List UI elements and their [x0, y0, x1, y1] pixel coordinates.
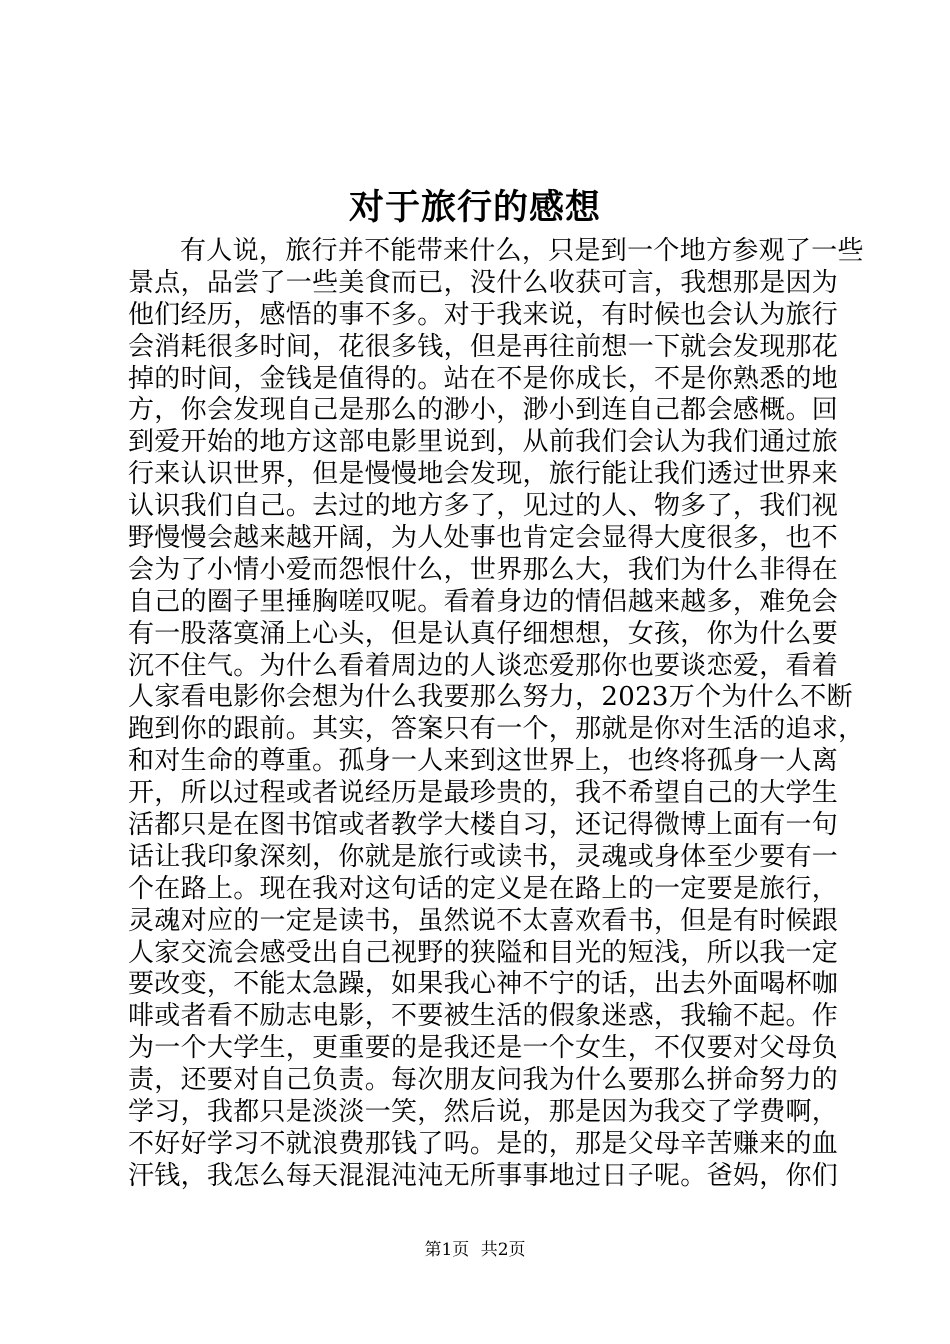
text-line: 沉不住气。为什么看着周边的人谈恋爱那你也要谈恋爱，看着 [128, 650, 839, 681]
page-title: 对于旅行的感想 [348, 187, 601, 228]
text-line: 掉的时间，金钱是值得的。站在不是你成长，不是你熟悉的地 [128, 363, 839, 394]
text-line: 人家交流会感受出自己视野的狭隘和目光的短浅，所以我一定 [128, 937, 839, 968]
page-number-footer: 第1页 共2页 [424, 1240, 526, 1260]
text-line: 行来认识世界，但是慢慢地会发现，旅行能让我们透过世界来 [128, 459, 839, 490]
text-line: 人家看电影你会想为什么我要那么努力，2023万个为什么不断 [128, 682, 853, 713]
text-line: 有人说，旅行并不能带来什么，只是到一个地方参观了一些 [180, 236, 864, 266]
text-line: 开，所以过程或者说经历是最珍贵的，我不希望自己的大学生 [128, 778, 839, 809]
text-line: 方，你会发现自己是那么的渺小，渺小到连自己都会感概。回 [128, 395, 839, 426]
text-line: 个在路上。现在我对这句话的定义是在路上的一定要是旅行， [128, 873, 839, 904]
text-line: 不好好学习不就浪费那钱了吗。是的，那是父母辛苦赚来的血 [128, 1128, 839, 1159]
text-line: 话让我印象深刻，你就是旅行或读书，灵魂或身体至少要有一 [128, 841, 839, 872]
text-line: 到爱开始的地方这部电影里说到，从前我们会认为我们通过旅 [128, 427, 839, 458]
text-line: 和对生命的尊重。孤身一人来到这世界上，也终将孤身一人离 [128, 746, 839, 777]
text-line: 学习，我都只是淡淡一笑，然后说，那是因为我交了学费啊， [128, 1097, 839, 1128]
text-line: 啡或者看不励志电影，不要被生活的假象迷惑，我输不起。作 [128, 1001, 839, 1032]
text-line: 会消耗很多时间，花很多钱，但是再往前想一下就会发现那花 [128, 331, 839, 362]
text-line: 汗钱，我怎么每天混混沌沌无所事事地过日子呢。爸妈，你们 [128, 1160, 839, 1191]
text-line: 他们经历，感悟的事不多。对于我来说，有时候也会认为旅行 [128, 299, 839, 330]
text-line: 灵魂对应的一定是读书，虽然说不太喜欢看书，但是有时候跟 [128, 905, 839, 936]
text-line: 跑到你的跟前。其实，答案只有一个，那就是你对生活的追求， [128, 714, 865, 745]
text-line: 景点，品尝了一些美食而已，没什么收获可言，我想那是因为 [128, 267, 839, 298]
body-paragraph [128, 236, 865, 1193]
text-line: 认识我们自己。去过的地方多了，见过的人、物多了，我们视 [128, 491, 839, 522]
text-line: 自己的圈子里捶胸嗟叹呢。看着身边的情侣越来越多，难免会 [128, 586, 839, 617]
text-line: 为一个大学生，更重要的是我还是一个女生，不仅要对父母负 [128, 1033, 839, 1064]
text-line: 要改变，不能太急躁，如果我心神不宁的话，出去外面喝杯咖 [128, 969, 839, 1000]
text-line: 责，还要对自己负责。每次朋友问我为什么要那么拼命努力的 [128, 1065, 839, 1096]
text-line: 活都只是在图书馆或者教学大楼自习，还记得微博上面有一句 [128, 810, 839, 841]
text-line: 会为了小情小爱而怨恨什么，世界那么大，我们为什么非得在 [128, 554, 839, 585]
text-line: 野慢慢会越来越开阔，为人处事也肯定会显得大度很多，也不 [128, 523, 839, 554]
text-line: 有一股落寞涌上心头，但是认真仔细想想，女孩，你为什么要 [128, 618, 839, 649]
